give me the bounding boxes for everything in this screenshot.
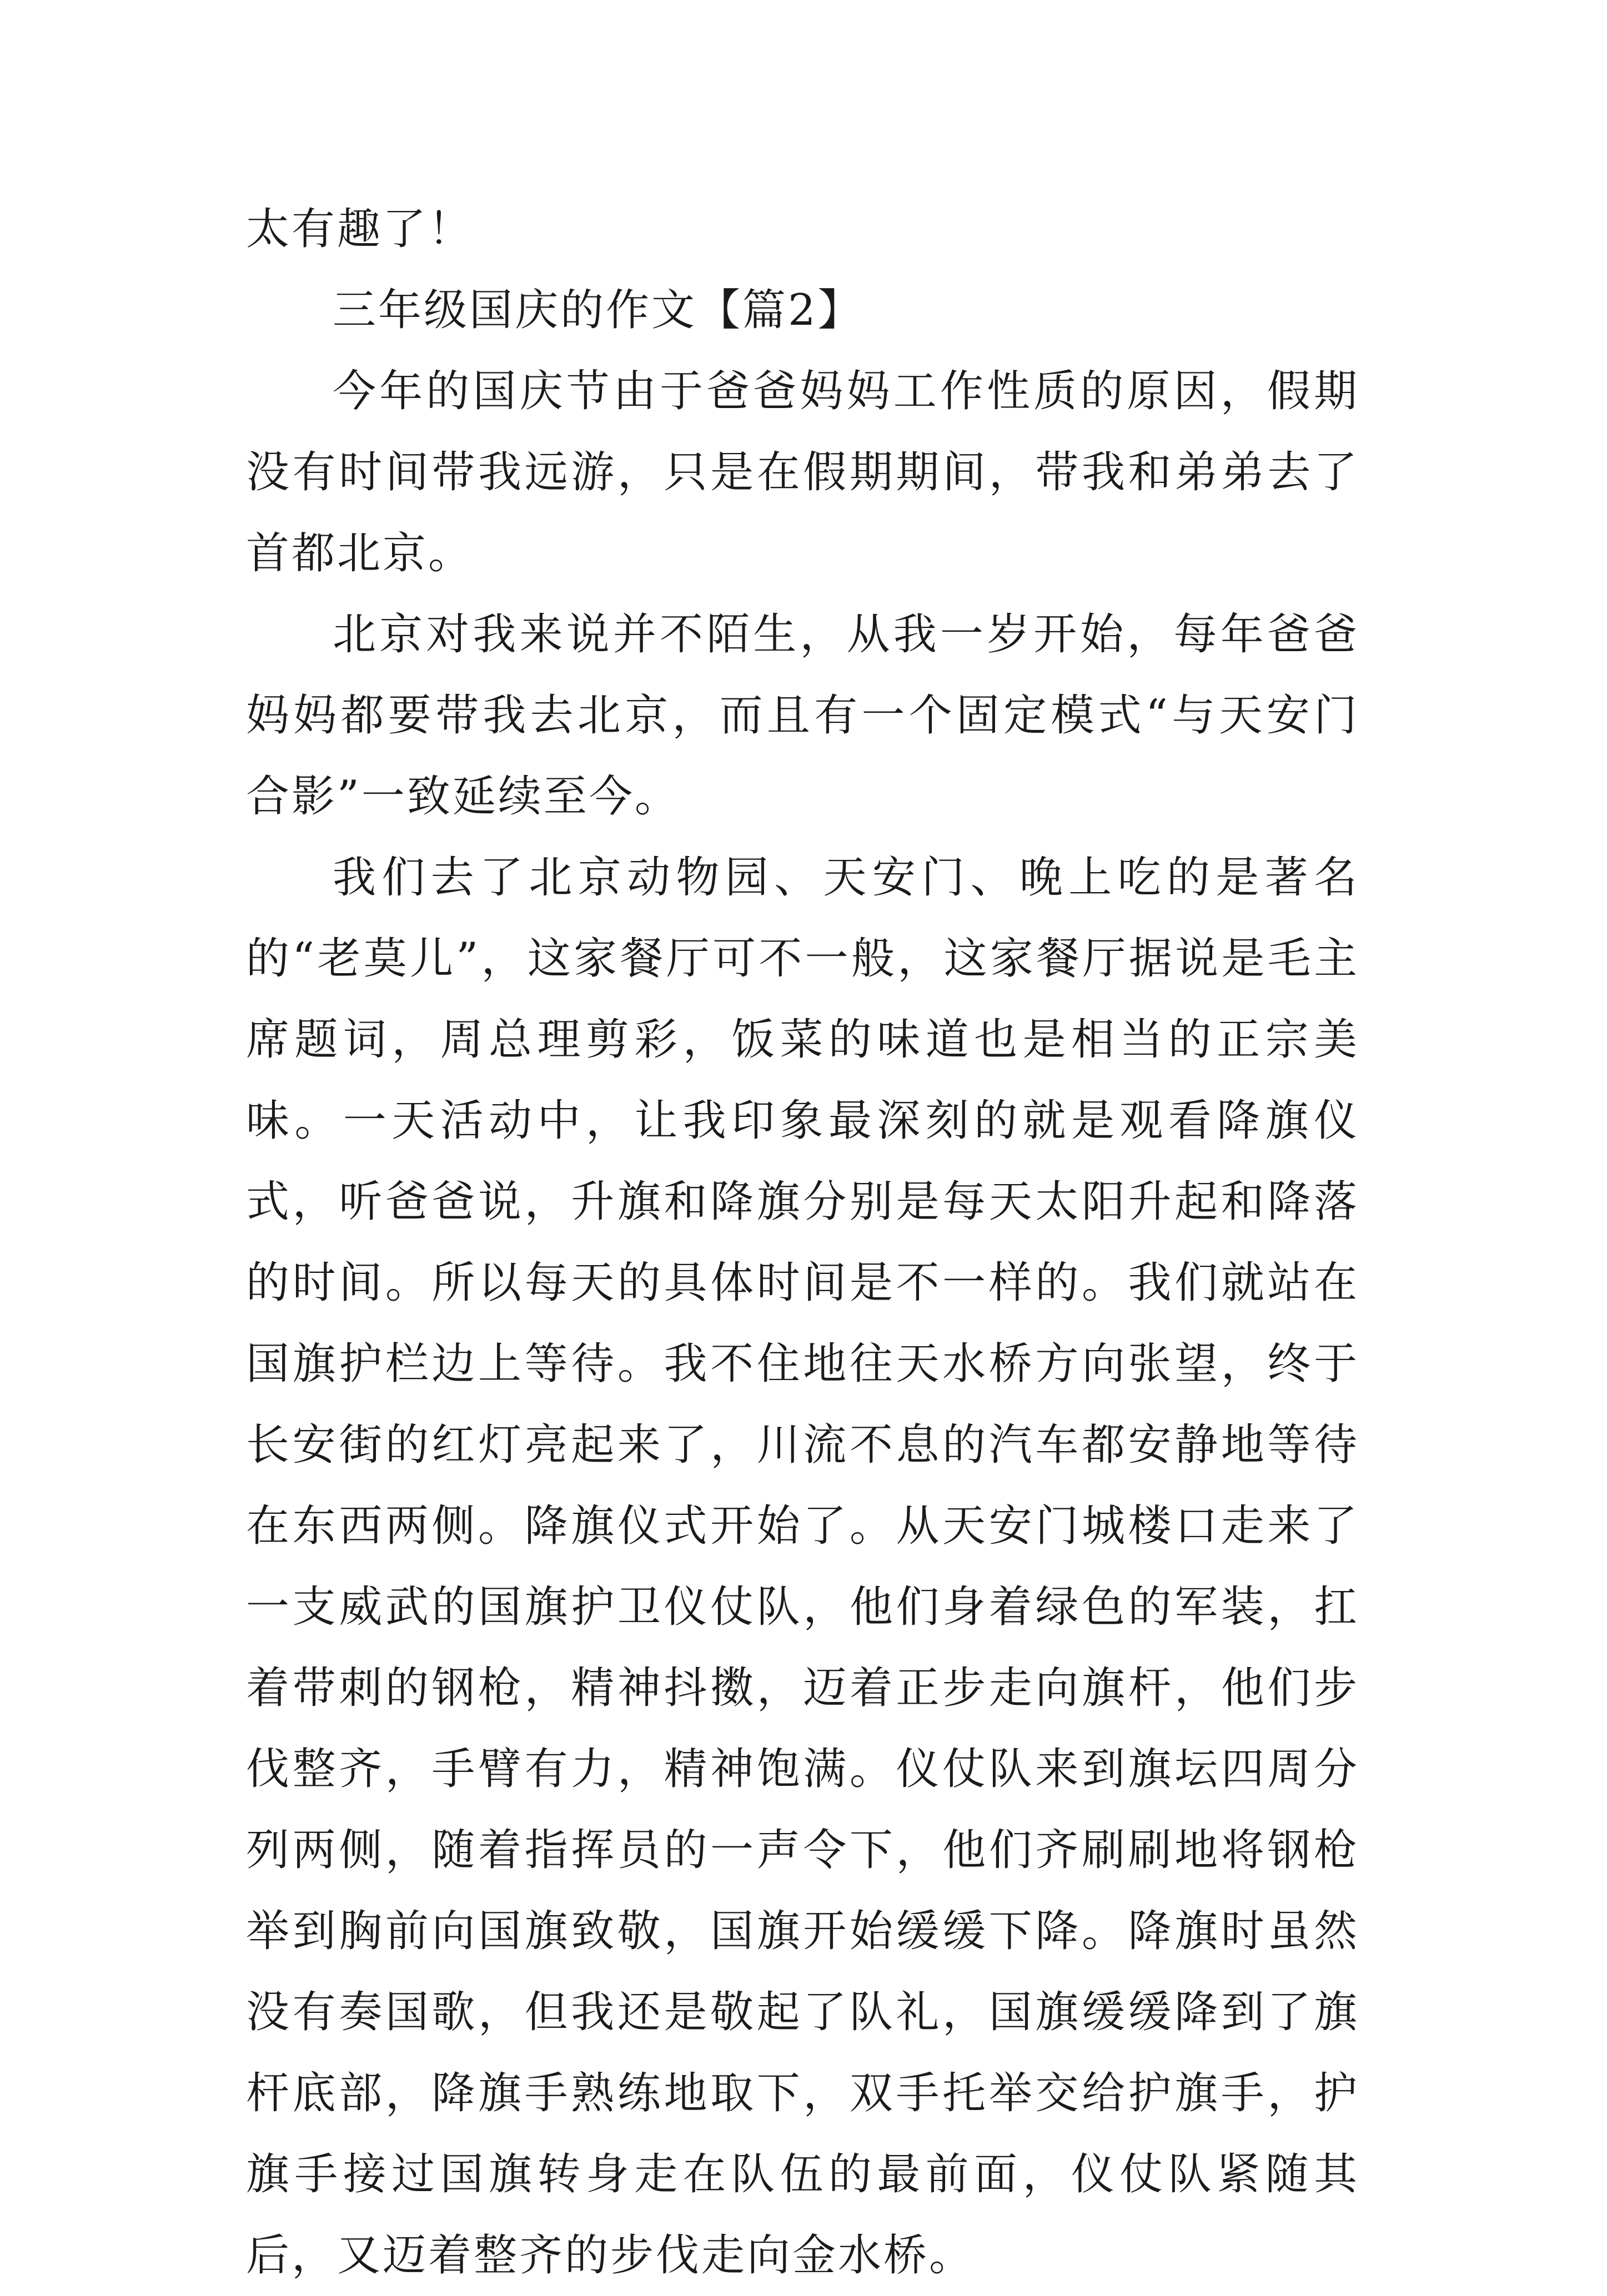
lead-fragment: 太有趣了！	[246, 204, 474, 254]
paragraph-1: 今年的国庆节由于爸爸妈妈工作性质的原因，假期没有时间带我远游，只是在假期期间，带我和弟弟去了首都北京。	[246, 366, 1359, 578]
essay-body	[246, 189, 1359, 2296]
section-heading: 三年级国庆的作文【篇2】	[333, 285, 863, 335]
paragraph-2: 北京对我来说并不陌生，从我一岁开始，每年爸爸妈妈都要带我去北京，而且有一个固定模式“与天安门合影”一致延续至今。	[246, 610, 1359, 822]
paragraph-3: 我们去了北京动物园、天安门、晚上吃的是著名的“老莫儿”，这家餐厅可不一般，这家餐厅据说是毛主席题词，周总理剪彩，饭菜的味道也是相当的正宗美味。一天活动中，让我印象最深刻的就是观看降旗仪式，听爸爸说，升旗和降旗分别是每天太阳升起和降落的时间。所以每天的具体时间是不一样的。我们就站在国旗护栏边上等待。我不住地往天水桥方向张望，终于长安街的红灯亮起来了，川流不息的汽车都安静地等待在东西两侧。降旗仪式开始了。从天安门城楼口走来了一支威武的国旗护卫仪仗队，他们身着绿色的军装，扛着带刺的钢枪，精神抖擞，迈着正步走向旗杆，他们步伐整齐，手臂有力，精神饱满。仪仗队来到旗坛四周分列两侧，随着指挥员的一声令下，他们齐刷刷地将钢枪举到胸前向国旗致敬，国旗开始缓缓下降。降旗时虽然没有奏国歌，但我还是敬起了队礼，国旗缓缓降到了旗杆底部，降旗手熟练地取下，双手托举交给护旗手，护旗手接过国旗转身走在队伍的最前面，仪仗队紧随其后，又迈着整齐的步伐走向金水桥。	[246, 853, 1359, 2280]
